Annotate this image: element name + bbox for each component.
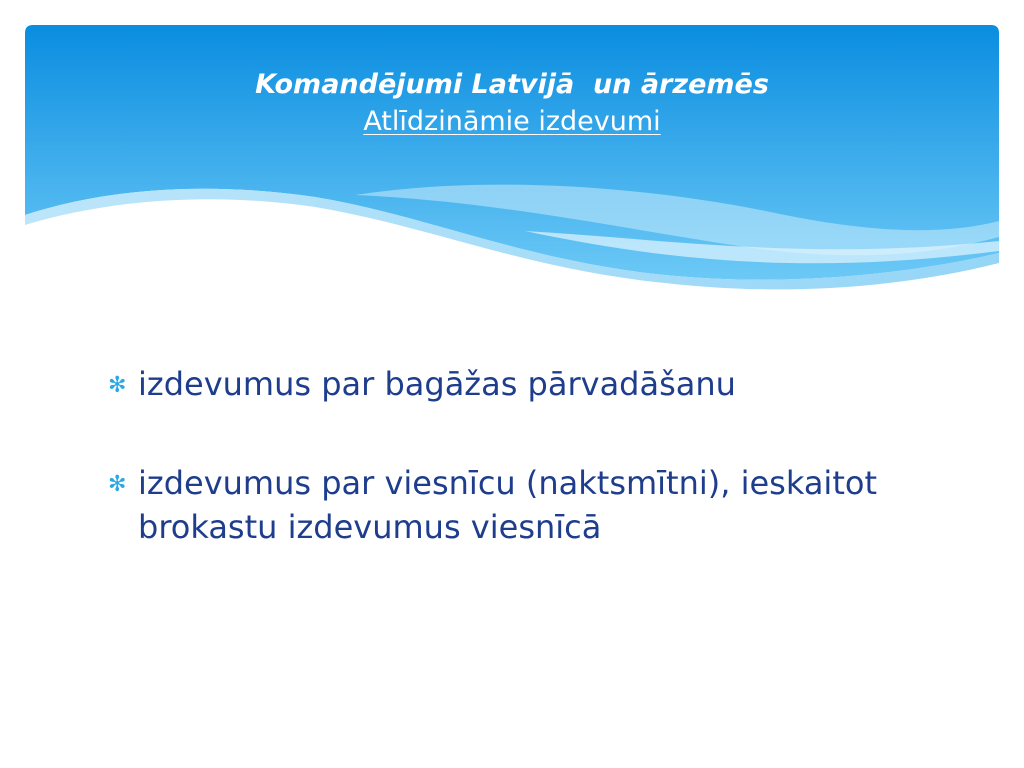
list-item [108,461,928,549]
bullet-list [108,362,928,601]
bullet-text: izdevumus par viesnīcu (naktsmītni), ieskaitot brokastu izdevumus viesnīcā [138,464,877,546]
asterisk-bullet-icon: ✻ [108,472,127,497]
title-subtitle: Atlīdzināmie izdevumi [363,106,661,137]
bullet-text: izdevumus par bagāžas pārvadāšanu [138,365,736,403]
asterisk-bullet-icon: ✻ [108,373,127,398]
slide-title [25,66,999,140]
list-item [108,362,928,409]
title-main: Komandējumi Latvijā un ārzemēs [255,69,769,100]
